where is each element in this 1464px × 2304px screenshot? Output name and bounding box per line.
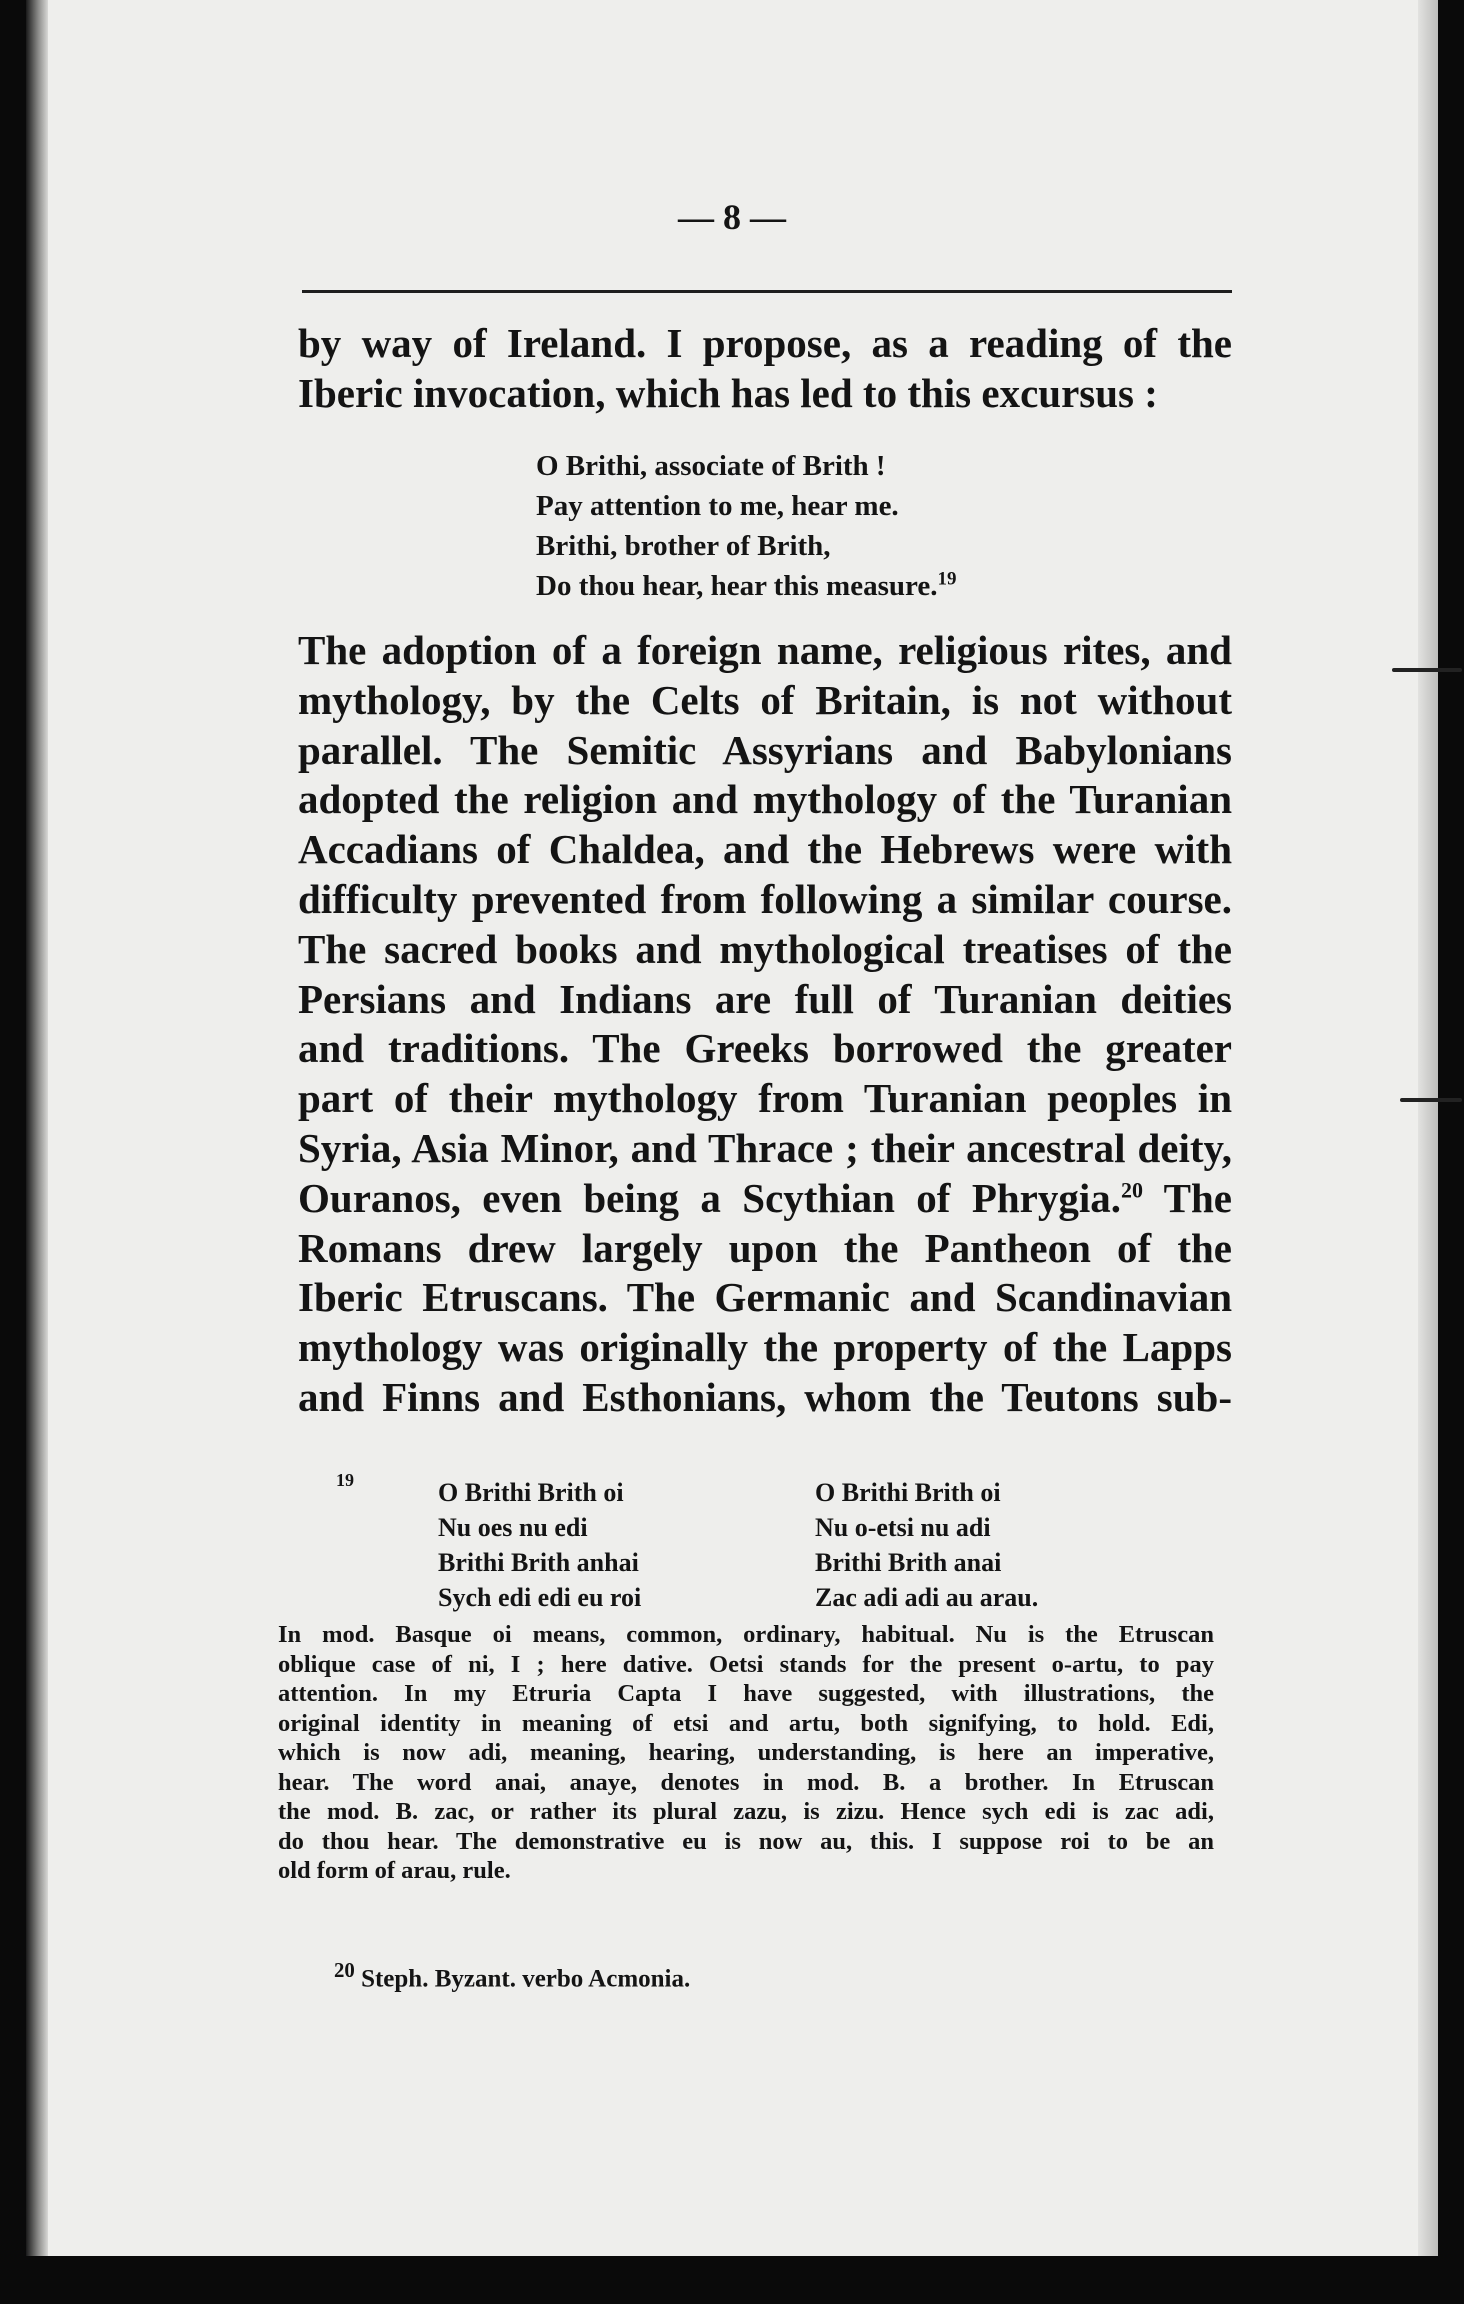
note-line: which is now adi, meaning, hearing, understanding, is here an imperative, bbox=[278, 1739, 1214, 1766]
footnote-20-text: Steph. Byzant. verbo Acmonia. bbox=[361, 1965, 691, 1993]
text-line: Iberic Etruscans. The Germanic and Scandinavian bbox=[298, 1274, 1232, 1321]
note-line: do thou hear. The demonstrative eu is now au, this. I suppose roi to be an bbox=[278, 1827, 1214, 1855]
text-line: by way of Ireland. I propose, as a reading of the bbox=[298, 320, 1232, 366]
text-line: Romans drew largely upon the Pantheon of the bbox=[298, 1224, 1232, 1271]
text-line: part of their mythology from Turanian peoples in bbox=[298, 1075, 1232, 1122]
text-segment: The bbox=[1163, 1174, 1233, 1221]
text-line: parallel. The Semitic Assyrians and Babylonians bbox=[298, 726, 1232, 773]
verse-line: O Brithi Brith oi bbox=[815, 1478, 1001, 1507]
text-line: and Finns and Esthonians, whom the Teutons sub- bbox=[298, 1373, 1232, 1420]
page-gutter-shadow bbox=[26, 0, 48, 2256]
note-line: attention. In my Etruria Capta I have suggested, with illustrations, the bbox=[278, 1680, 1214, 1707]
footnote-verse-original bbox=[438, 1475, 641, 1615]
verse-line: Zac adi adi au arau. bbox=[815, 1583, 1039, 1612]
verse-line: Brithi, brother of Brith, bbox=[536, 530, 831, 562]
verse-line: O Brithi Brith oi bbox=[438, 1478, 624, 1507]
text-line: Accadians of Chaldea, and the Hebrews were with bbox=[298, 826, 1232, 873]
text-line: The sacred books and mythological treatises of the bbox=[298, 925, 1232, 972]
verse-line: Nu oes nu edi bbox=[438, 1513, 588, 1542]
verse-line: Brithi Brith anai bbox=[815, 1548, 1002, 1577]
verse-line: Sych edi edi eu roi bbox=[438, 1583, 642, 1612]
verse-line: Nu o-etsi nu adi bbox=[815, 1513, 991, 1542]
footnote-20 bbox=[334, 1958, 690, 1993]
verse-line: Brithi Brith anhai bbox=[438, 1548, 639, 1577]
page-edge bbox=[1418, 0, 1438, 2256]
text-line: mythology was originally the property of the Lapps bbox=[298, 1324, 1232, 1371]
text-line: mythology, by the Celts of Britain, is not without bbox=[298, 676, 1232, 723]
text-line: and traditions. The Greeks borrowed the greater bbox=[298, 1025, 1232, 1072]
note-line: oblique case of ni, I ; here dative. Oetsi stands for the present o-artu, to pay bbox=[278, 1650, 1214, 1678]
page-number: — 8 — bbox=[678, 197, 786, 237]
note-line: the mod. B. zac, or rather its plural zazu, is zizu. Hence sych edi is zac adi, bbox=[278, 1798, 1214, 1825]
page-tab-mark bbox=[1392, 668, 1462, 672]
note-line: hear. The word anai, anaye, denotes in mod. B. a brother. In Etruscan bbox=[278, 1768, 1214, 1796]
text-line-with-ref bbox=[298, 1174, 1232, 1224]
invocation-verse bbox=[536, 446, 956, 606]
footnote-19-marker: 19 bbox=[336, 1470, 354, 1490]
footnote-ref-19: 19 bbox=[937, 568, 957, 590]
note-line: original identity in meaning of etsi and artu, both signifying, to hold. Edi, bbox=[278, 1709, 1214, 1737]
footnote-verse-modern bbox=[815, 1475, 1038, 1615]
text-line: The adoption of a foreign name, religious rites, and bbox=[298, 627, 1232, 673]
footnote-ref-20: 20 bbox=[1121, 1177, 1144, 1203]
footnote-19-notes bbox=[278, 1620, 1214, 1886]
note-line: In mod. Basque oi means, common, ordinary, habitual. Nu is the Etruscan bbox=[278, 1621, 1214, 1648]
paragraph-main bbox=[298, 626, 1232, 1423]
paragraph-opening bbox=[298, 318, 1232, 418]
text-line: Persians and Indians are full of Turanian deities bbox=[298, 975, 1232, 1022]
page-tab-mark bbox=[1400, 1098, 1462, 1102]
text-line: adopted the religion and mythology of the Turanian bbox=[298, 776, 1232, 823]
verse-line: Pay attention to me, hear me. bbox=[536, 490, 899, 522]
header-rule bbox=[302, 290, 1232, 293]
footnote-20-marker: 20 bbox=[334, 1958, 355, 1982]
text-line: difficulty prevented from following a similar course. bbox=[298, 875, 1232, 922]
text-segment: Ouranos, even being a Scythian of Phrygia. bbox=[298, 1174, 1122, 1221]
text-line: Syria, Asia Minor, and Thrace ; their ancestral deity, bbox=[298, 1124, 1232, 1171]
note-line: old form of arau, rule. bbox=[278, 1857, 511, 1884]
text-line: Iberic invocation, which has led to this excursus : bbox=[298, 370, 1158, 416]
verse-line: Do thou hear, hear this measure. bbox=[536, 570, 938, 602]
verse-line: O Brithi, associate of Brith ! bbox=[536, 450, 886, 482]
